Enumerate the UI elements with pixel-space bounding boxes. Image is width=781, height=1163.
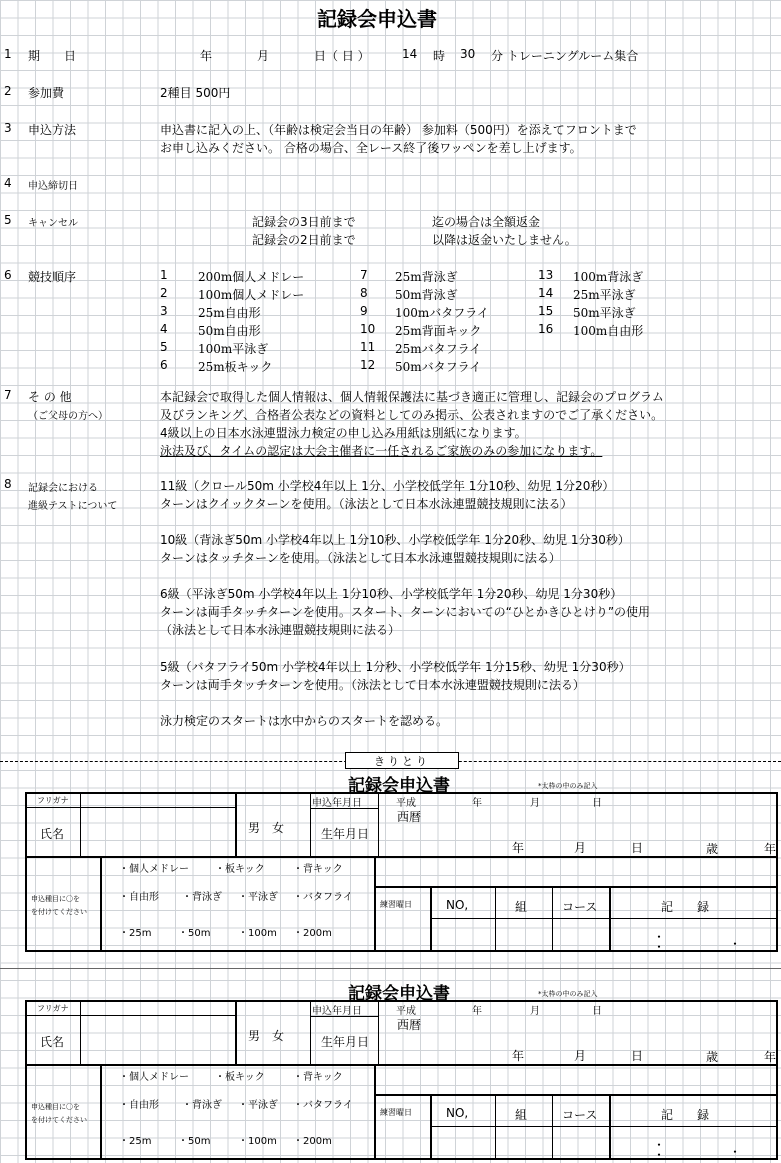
item-label-date: 期 日 bbox=[28, 49, 77, 63]
distance-option[interactable]: ・100m bbox=[238, 928, 277, 939]
event-number: 5 bbox=[160, 340, 168, 354]
page-title: 記録会申込書 bbox=[317, 7, 437, 31]
events-instruction-2: を付けてください bbox=[31, 1116, 87, 1124]
form-note: *太枠の中のみ記入 bbox=[538, 782, 598, 790]
event-option[interactable]: ・平泳ぎ bbox=[238, 1100, 278, 1111]
event-number: 9 bbox=[360, 304, 368, 318]
form-rule bbox=[609, 1094, 611, 1160]
form-rule bbox=[378, 792, 379, 856]
day-label: 日（ 日 ） bbox=[314, 49, 370, 63]
form-rule bbox=[100, 856, 102, 952]
form-rule bbox=[495, 1094, 496, 1160]
item-number: 4 bbox=[4, 176, 12, 190]
cancel-refund-1: 迄の場合は全額返金 bbox=[432, 215, 541, 229]
group-label: 組 bbox=[515, 900, 528, 914]
furigana-label: フリガナ bbox=[37, 796, 69, 805]
event-name: 100mバタフライ bbox=[395, 306, 489, 320]
form-rule bbox=[235, 1000, 237, 1064]
event-name: 200m個人メドレー bbox=[198, 270, 305, 284]
item-number: 7 bbox=[4, 388, 12, 402]
practice-day-label: 練習曜日 bbox=[380, 900, 412, 909]
group-label: 組 bbox=[515, 1108, 528, 1122]
distance-option[interactable]: ・50m bbox=[178, 1136, 211, 1147]
record-dot: ・ bbox=[653, 940, 666, 954]
event-name: 100m個人メドレー bbox=[198, 288, 305, 302]
month-label: 月 bbox=[530, 798, 540, 809]
event-option[interactable]: ・バタフライ bbox=[293, 1100, 353, 1111]
item-label-order: 競技順序 bbox=[28, 270, 77, 284]
birth-month-label: 月 bbox=[574, 841, 587, 855]
course-label: コース bbox=[562, 900, 598, 914]
event-option[interactable]: ・板キック bbox=[215, 864, 265, 875]
event-number: 14 bbox=[538, 286, 554, 300]
form-rule bbox=[430, 1094, 432, 1160]
age-year-label: 年 bbox=[764, 842, 777, 856]
event-option[interactable]: ・背泳ぎ bbox=[182, 1100, 222, 1111]
form-rule bbox=[495, 886, 496, 952]
event-option[interactable]: ・自由形 bbox=[119, 1100, 159, 1111]
seireki-label: 西暦 bbox=[397, 1018, 422, 1032]
events-instruction-2: を付けてください bbox=[31, 908, 87, 916]
event-number: 3 bbox=[160, 304, 168, 318]
furigana-label: フリガナ bbox=[37, 1004, 69, 1013]
item-label-fee: 参加費 bbox=[28, 86, 65, 100]
age-year-label: 年 bbox=[764, 1050, 777, 1064]
form-rule bbox=[310, 1000, 311, 1064]
form-rule bbox=[374, 1094, 778, 1096]
event-number: 16 bbox=[538, 322, 554, 336]
event-name: 50m自由形 bbox=[198, 324, 261, 338]
form-rule bbox=[100, 1064, 102, 1160]
item-number: 5 bbox=[4, 213, 12, 227]
number-label: NO, bbox=[446, 898, 469, 912]
event-name: 100m自由形 bbox=[573, 324, 644, 338]
age-label: 歳 bbox=[706, 1050, 719, 1064]
item-label-test-1: 記録会における bbox=[28, 483, 98, 494]
item-number: 2 bbox=[4, 84, 12, 98]
event-name: 25m背泳ぎ bbox=[395, 270, 458, 284]
cut-label: きりとり bbox=[345, 752, 459, 769]
other-line-2: 及びランキング、合格者公表などの資料としてのみ掲示、公表されますのでご了承ください。 bbox=[160, 408, 664, 422]
event-option[interactable]: ・個人メドレー bbox=[119, 1072, 189, 1083]
form-rule bbox=[378, 1000, 379, 1064]
year-label: 年 bbox=[472, 1006, 482, 1017]
month-label: 月 bbox=[530, 1006, 540, 1017]
birth-year-label: 年 bbox=[512, 841, 525, 855]
item-label-deadline: 申込締切日 bbox=[28, 181, 78, 192]
event-number: 8 bbox=[360, 286, 368, 300]
birth-year-label: 年 bbox=[512, 1049, 525, 1063]
event-option[interactable]: ・板キック bbox=[215, 1072, 265, 1083]
record-dot: ・ bbox=[653, 1138, 666, 1152]
other-line-3: 4級以上の日本水泳連盟泳力検定の申し込み用紙は別紙になります。 bbox=[160, 426, 527, 440]
method-line-1: 申込書に記入の上、（年齢は検定会当日の年齢） 参加料（500円）を添えてフロントまで bbox=[160, 123, 637, 137]
name-label: 氏名 bbox=[40, 827, 65, 841]
birthdate-label: 生年月日 bbox=[321, 1035, 370, 1049]
day-label: 日 bbox=[592, 798, 602, 809]
hour-value: 14 bbox=[402, 47, 418, 61]
event-option[interactable]: ・平泳ぎ bbox=[238, 892, 278, 903]
year-label: 年 bbox=[472, 798, 482, 809]
heisei-label: 平成 bbox=[396, 798, 416, 809]
grade11-line-1: 11級（クロール50m 小学校4年以上 1分、小学校低学年 1分10秒、幼児 1分20秒） bbox=[160, 479, 615, 493]
birth-month-label: 月 bbox=[574, 1049, 587, 1063]
form-rule bbox=[552, 886, 553, 952]
form-rule bbox=[25, 1015, 235, 1016]
event-number: 4 bbox=[160, 322, 168, 336]
record-dot: ・ bbox=[729, 937, 742, 951]
event-name: 25m自由形 bbox=[198, 306, 261, 320]
day-label: 日 bbox=[592, 1006, 602, 1017]
distance-option[interactable]: ・25m bbox=[119, 928, 152, 939]
event-number: 15 bbox=[538, 304, 554, 318]
distance-option[interactable]: ・100m bbox=[238, 1136, 277, 1147]
event-name: 25m板キック bbox=[198, 360, 273, 374]
application-date-label: 申込年月日 bbox=[312, 798, 362, 809]
form-title: 記録会申込書 bbox=[348, 776, 450, 796]
age-label: 歳 bbox=[706, 842, 719, 856]
event-number: 7 bbox=[360, 268, 368, 282]
method-line-2: お申し込みください。 合格の場合、全レース終了後ワッペンを差し上げます。 bbox=[160, 141, 582, 155]
item-number: 8 bbox=[4, 477, 12, 491]
form-separator bbox=[0, 968, 781, 969]
form-rule bbox=[80, 1000, 81, 1064]
event-name: 25m背面キック bbox=[395, 324, 482, 338]
number-label: NO, bbox=[446, 1106, 469, 1120]
event-option[interactable]: ・背泳ぎ bbox=[182, 892, 222, 903]
distance-option[interactable]: ・25m bbox=[119, 1136, 152, 1147]
event-number: 6 bbox=[160, 358, 168, 372]
sex-label: 男 女 bbox=[248, 821, 285, 835]
year-label: 年 bbox=[200, 49, 213, 63]
practice-day-label: 練習曜日 bbox=[380, 1108, 412, 1117]
start-rule: 泳力検定のスタートは水中からのスタートを認める。 bbox=[160, 714, 449, 728]
course-label: コース bbox=[562, 1108, 598, 1122]
birth-day-label: 日 bbox=[631, 1049, 644, 1063]
form-note: *太枠の中のみ記入 bbox=[538, 990, 598, 998]
grade10-line-1: 10級（背泳ぎ50m 小学校4年以上 1分10秒、小学校低学年 1分20秒、幼児 1分30秒） bbox=[160, 533, 630, 547]
application-form-2 bbox=[25, 1000, 778, 1160]
item-sublabel-parents: （ご父母の方へ） bbox=[28, 411, 108, 422]
events-instruction-1: 申込種目に〇を bbox=[31, 895, 80, 903]
record-dot: ・ bbox=[653, 930, 666, 944]
cancel-term-2: 記録会の2日前まで bbox=[252, 233, 356, 247]
form-rule bbox=[609, 886, 611, 952]
item-label-other: そ の 他 bbox=[28, 390, 72, 404]
record-label: 記 録 bbox=[661, 1108, 710, 1122]
cancel-refund-2: 以降は返金いたしません。 bbox=[432, 233, 577, 247]
event-option[interactable]: ・背キック bbox=[293, 864, 343, 875]
distance-option[interactable]: ・50m bbox=[178, 928, 211, 939]
event-name: 100m平泳ぎ bbox=[198, 342, 269, 356]
event-name: 25mバタフライ bbox=[395, 342, 482, 356]
hour-label: 時 bbox=[433, 49, 446, 63]
grade5-line-1: 5級（バタフライ50m 小学校4年以上 1分秒、小学校低学年 1分15秒、幼児 1分30秒） bbox=[160, 660, 631, 674]
event-option[interactable]: ・背キック bbox=[293, 1072, 343, 1083]
event-name: 50m背泳ぎ bbox=[395, 288, 458, 302]
month-label: 月 bbox=[257, 49, 270, 63]
item-number: 6 bbox=[4, 268, 12, 282]
name-label: 氏名 bbox=[40, 1035, 65, 1049]
form-rule bbox=[310, 792, 311, 856]
other-line-1: 本記録会で取得した個人情報は、個人情報保護法に基づき適正に管理し、記録会のプログラム bbox=[160, 390, 664, 404]
form-rule bbox=[430, 1126, 778, 1127]
distance-option[interactable]: ・200m bbox=[293, 1136, 332, 1147]
grade6-line-3: （泳法として日本水泳連盟競技規則に法る） bbox=[160, 623, 401, 637]
heisei-label: 平成 bbox=[396, 1006, 416, 1017]
event-name: 25m平泳ぎ bbox=[573, 288, 636, 302]
form-rule bbox=[552, 1094, 553, 1160]
sex-label: 男 女 bbox=[248, 1029, 285, 1043]
event-number: 13 bbox=[538, 268, 554, 282]
event-number: 10 bbox=[360, 322, 376, 336]
form-rule bbox=[25, 807, 235, 808]
item-label-test-2: 進級テストについて bbox=[28, 501, 118, 512]
item-label-method: 申込方法 bbox=[28, 123, 77, 137]
event-number: 2 bbox=[160, 286, 168, 300]
cancel-term-1: 記録会の3日前まで bbox=[252, 215, 356, 229]
birth-day-label: 日 bbox=[631, 841, 644, 855]
event-option[interactable]: ・個人メドレー bbox=[119, 864, 189, 875]
form-rule bbox=[235, 792, 237, 856]
record-dot: ・ bbox=[653, 1148, 666, 1162]
fee-text: 2種目 500円 bbox=[160, 86, 231, 100]
form-title: 記録会申込書 bbox=[348, 984, 450, 1004]
item-number: 1 bbox=[4, 47, 12, 61]
grade6-line-1: 6級（平泳ぎ50m 小学校4年以上 1分10秒、小学校低学年 1分20秒、幼児 1分30秒） bbox=[160, 587, 623, 601]
distance-option[interactable]: ・200m bbox=[293, 928, 332, 939]
record-label: 記 録 bbox=[661, 900, 710, 914]
event-name: 50m平泳ぎ bbox=[573, 306, 636, 320]
record-dot: ・ bbox=[729, 1145, 742, 1159]
birthdate-label: 生年月日 bbox=[321, 827, 370, 841]
event-name: 50mバタフライ bbox=[395, 360, 482, 374]
other-line-4: 泳法及び、タイムの認定は大会主催者に一任されるご家族のみの参加になります。 bbox=[160, 444, 603, 458]
form-rule bbox=[25, 1064, 778, 1066]
event-number: 1 bbox=[160, 268, 168, 282]
form-rule bbox=[430, 886, 432, 952]
form-rule bbox=[374, 1064, 376, 1160]
event-number: 11 bbox=[360, 340, 376, 354]
event-name: 100m背泳ぎ bbox=[573, 270, 644, 284]
grade5-line-2: ターンは両手タッチターンを使用。（泳法として日本水泳連盟競技規則に法る） bbox=[160, 678, 585, 692]
grade6-line-2: ターンは両手タッチターンを使用。スタート、ターンにおいての“ひとかきひとけり”の使用 bbox=[160, 605, 651, 619]
events-instruction-1: 申込種目に〇を bbox=[31, 1103, 80, 1111]
application-form-1 bbox=[25, 792, 778, 952]
item-label-cancel: キャンセル bbox=[28, 218, 78, 229]
form-rule bbox=[25, 856, 778, 858]
grade11-line-2: ターンはクイックターンを使用。（泳法として日本水泳連盟競技規則に法る） bbox=[160, 497, 573, 511]
form-rule bbox=[374, 856, 376, 952]
event-number: 12 bbox=[360, 358, 376, 372]
grade10-line-2: ターンはタッチターンを使用。（泳法として日本水泳連盟競技規則に法る） bbox=[160, 551, 561, 565]
item-number: 3 bbox=[4, 121, 12, 135]
form-rule bbox=[80, 792, 81, 856]
event-option[interactable]: ・自由形 bbox=[119, 892, 159, 903]
meeting-place: 分 トレーニングルーム集合 bbox=[491, 49, 639, 63]
seireki-label: 西暦 bbox=[397, 810, 422, 824]
application-date-label: 申込年月日 bbox=[312, 1006, 362, 1017]
minute-value: 30 bbox=[460, 47, 476, 61]
form-rule bbox=[374, 886, 778, 888]
form-rule bbox=[430, 918, 778, 919]
event-option[interactable]: ・バタフライ bbox=[293, 892, 353, 903]
